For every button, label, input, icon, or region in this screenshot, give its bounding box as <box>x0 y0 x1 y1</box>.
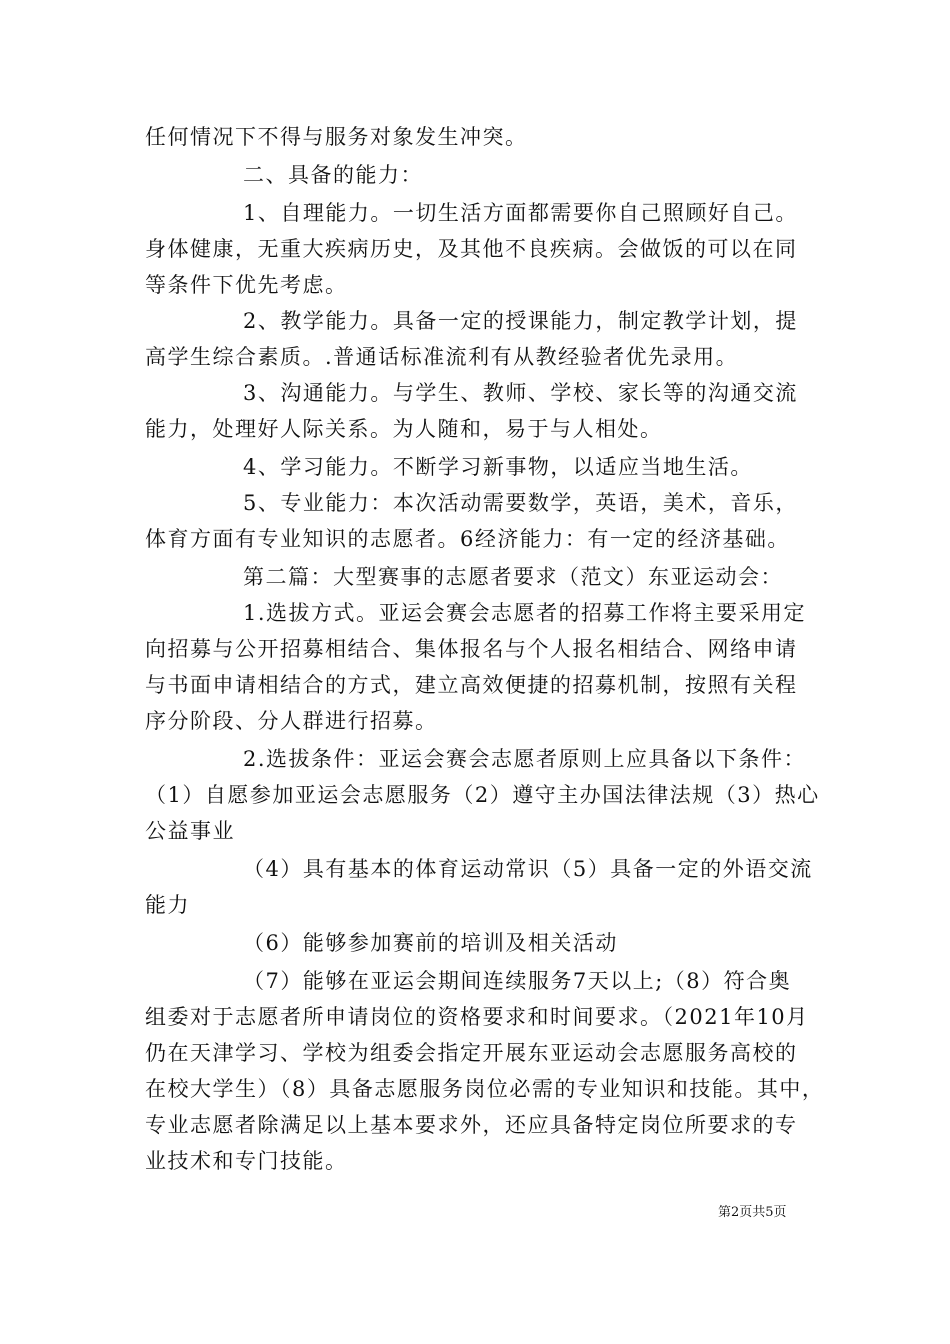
paragraph-line: 身体健康，无重大疾病历史，及其他不良疾病。会做饭的可以在同 <box>145 237 798 261</box>
paragraph-line: （1）自愿参加亚运会志愿服务（2）遵守主办国法律法规（3）热心 <box>145 783 820 807</box>
paragraph-line: 能力，处理好人际关系。为人随和，易于与人相处。 <box>145 417 663 441</box>
paragraph-line: 5、专业能力：本次活动需要数学，英语，美术，音乐， <box>243 491 798 515</box>
paragraph-line: 序分阶段、分人群进行招募。 <box>145 709 438 733</box>
paragraph-line: 体育方面有专业知识的志愿者。6经济能力：有一定的经济基础。 <box>145 527 790 551</box>
paragraph-line: 业技术和专门技能。 <box>145 1149 348 1173</box>
paragraph-line: 3、沟通能力。与学生、教师、学校、家长等的沟通交流 <box>243 381 798 405</box>
paragraph-line: 仍在天津学习、学校为组委会指定开展东亚运动会志愿服务高校的 <box>145 1041 798 1065</box>
paragraph-line: （6）能够参加赛前的培训及相关活动 <box>243 931 618 955</box>
paragraph-line: 专业志愿者除满足以上基本要求外，还应具备特定岗位所要求的专 <box>145 1113 798 1137</box>
page-number: 第2页共5页 <box>718 1205 787 1220</box>
paragraph-line: 与书面申请相结合的方式，建立高效便捷的招募机制，按照有关程 <box>145 673 798 697</box>
paragraph-line: （4）具有基本的体育运动常识（5）具备一定的外语交流 <box>243 857 813 881</box>
section-heading: 二、具备的能力： <box>243 163 423 187</box>
paragraph-line: 2.选拔条件：亚运会赛会志愿者原则上应具备以下条件： <box>243 747 807 771</box>
paragraph-line: 等条件下优先考虑。 <box>145 273 348 297</box>
paragraph-line: 任何情况下不得与服务对象发生冲突。 <box>145 125 528 149</box>
paragraph-line: 2、教学能力。具备一定的授课能力，制定教学计划，提 <box>243 309 798 333</box>
paragraph-line: （7）能够在亚运会期间连续服务7天以上;（8）符合奥 <box>243 969 792 993</box>
paragraph-line: 1、自理能力。一切生活方面都需要你自己照顾好自己。 <box>243 201 798 225</box>
paragraph-line: 组委对于志愿者所申请岗位的资格要求和时间要求。（2021年10月 <box>145 1005 809 1029</box>
paragraph-line: 高学生综合素质。.普通话标准流利有从教经验者优先录用。 <box>145 345 739 369</box>
paragraph-line: 在校大学生）（8）具备志愿服务岗位必需的专业知识和技能。其中， <box>145 1077 825 1101</box>
paragraph-line: 公益事业 <box>145 819 235 843</box>
paragraph-line: 能力 <box>145 893 190 917</box>
paragraph-line: 4、学习能力。不断学习新事物，以适应当地生活。 <box>243 455 753 479</box>
paragraph-line: 向招募与公开招募相结合、集体报名与个人报名相结合、网络申请 <box>145 637 798 661</box>
section-heading: 第二篇：大型赛事的志愿者要求（范文）东亚运动会： <box>243 565 783 589</box>
paragraph-line: 1.选拔方式。亚运会赛会志愿者的招募工作将主要采用定 <box>243 601 807 625</box>
